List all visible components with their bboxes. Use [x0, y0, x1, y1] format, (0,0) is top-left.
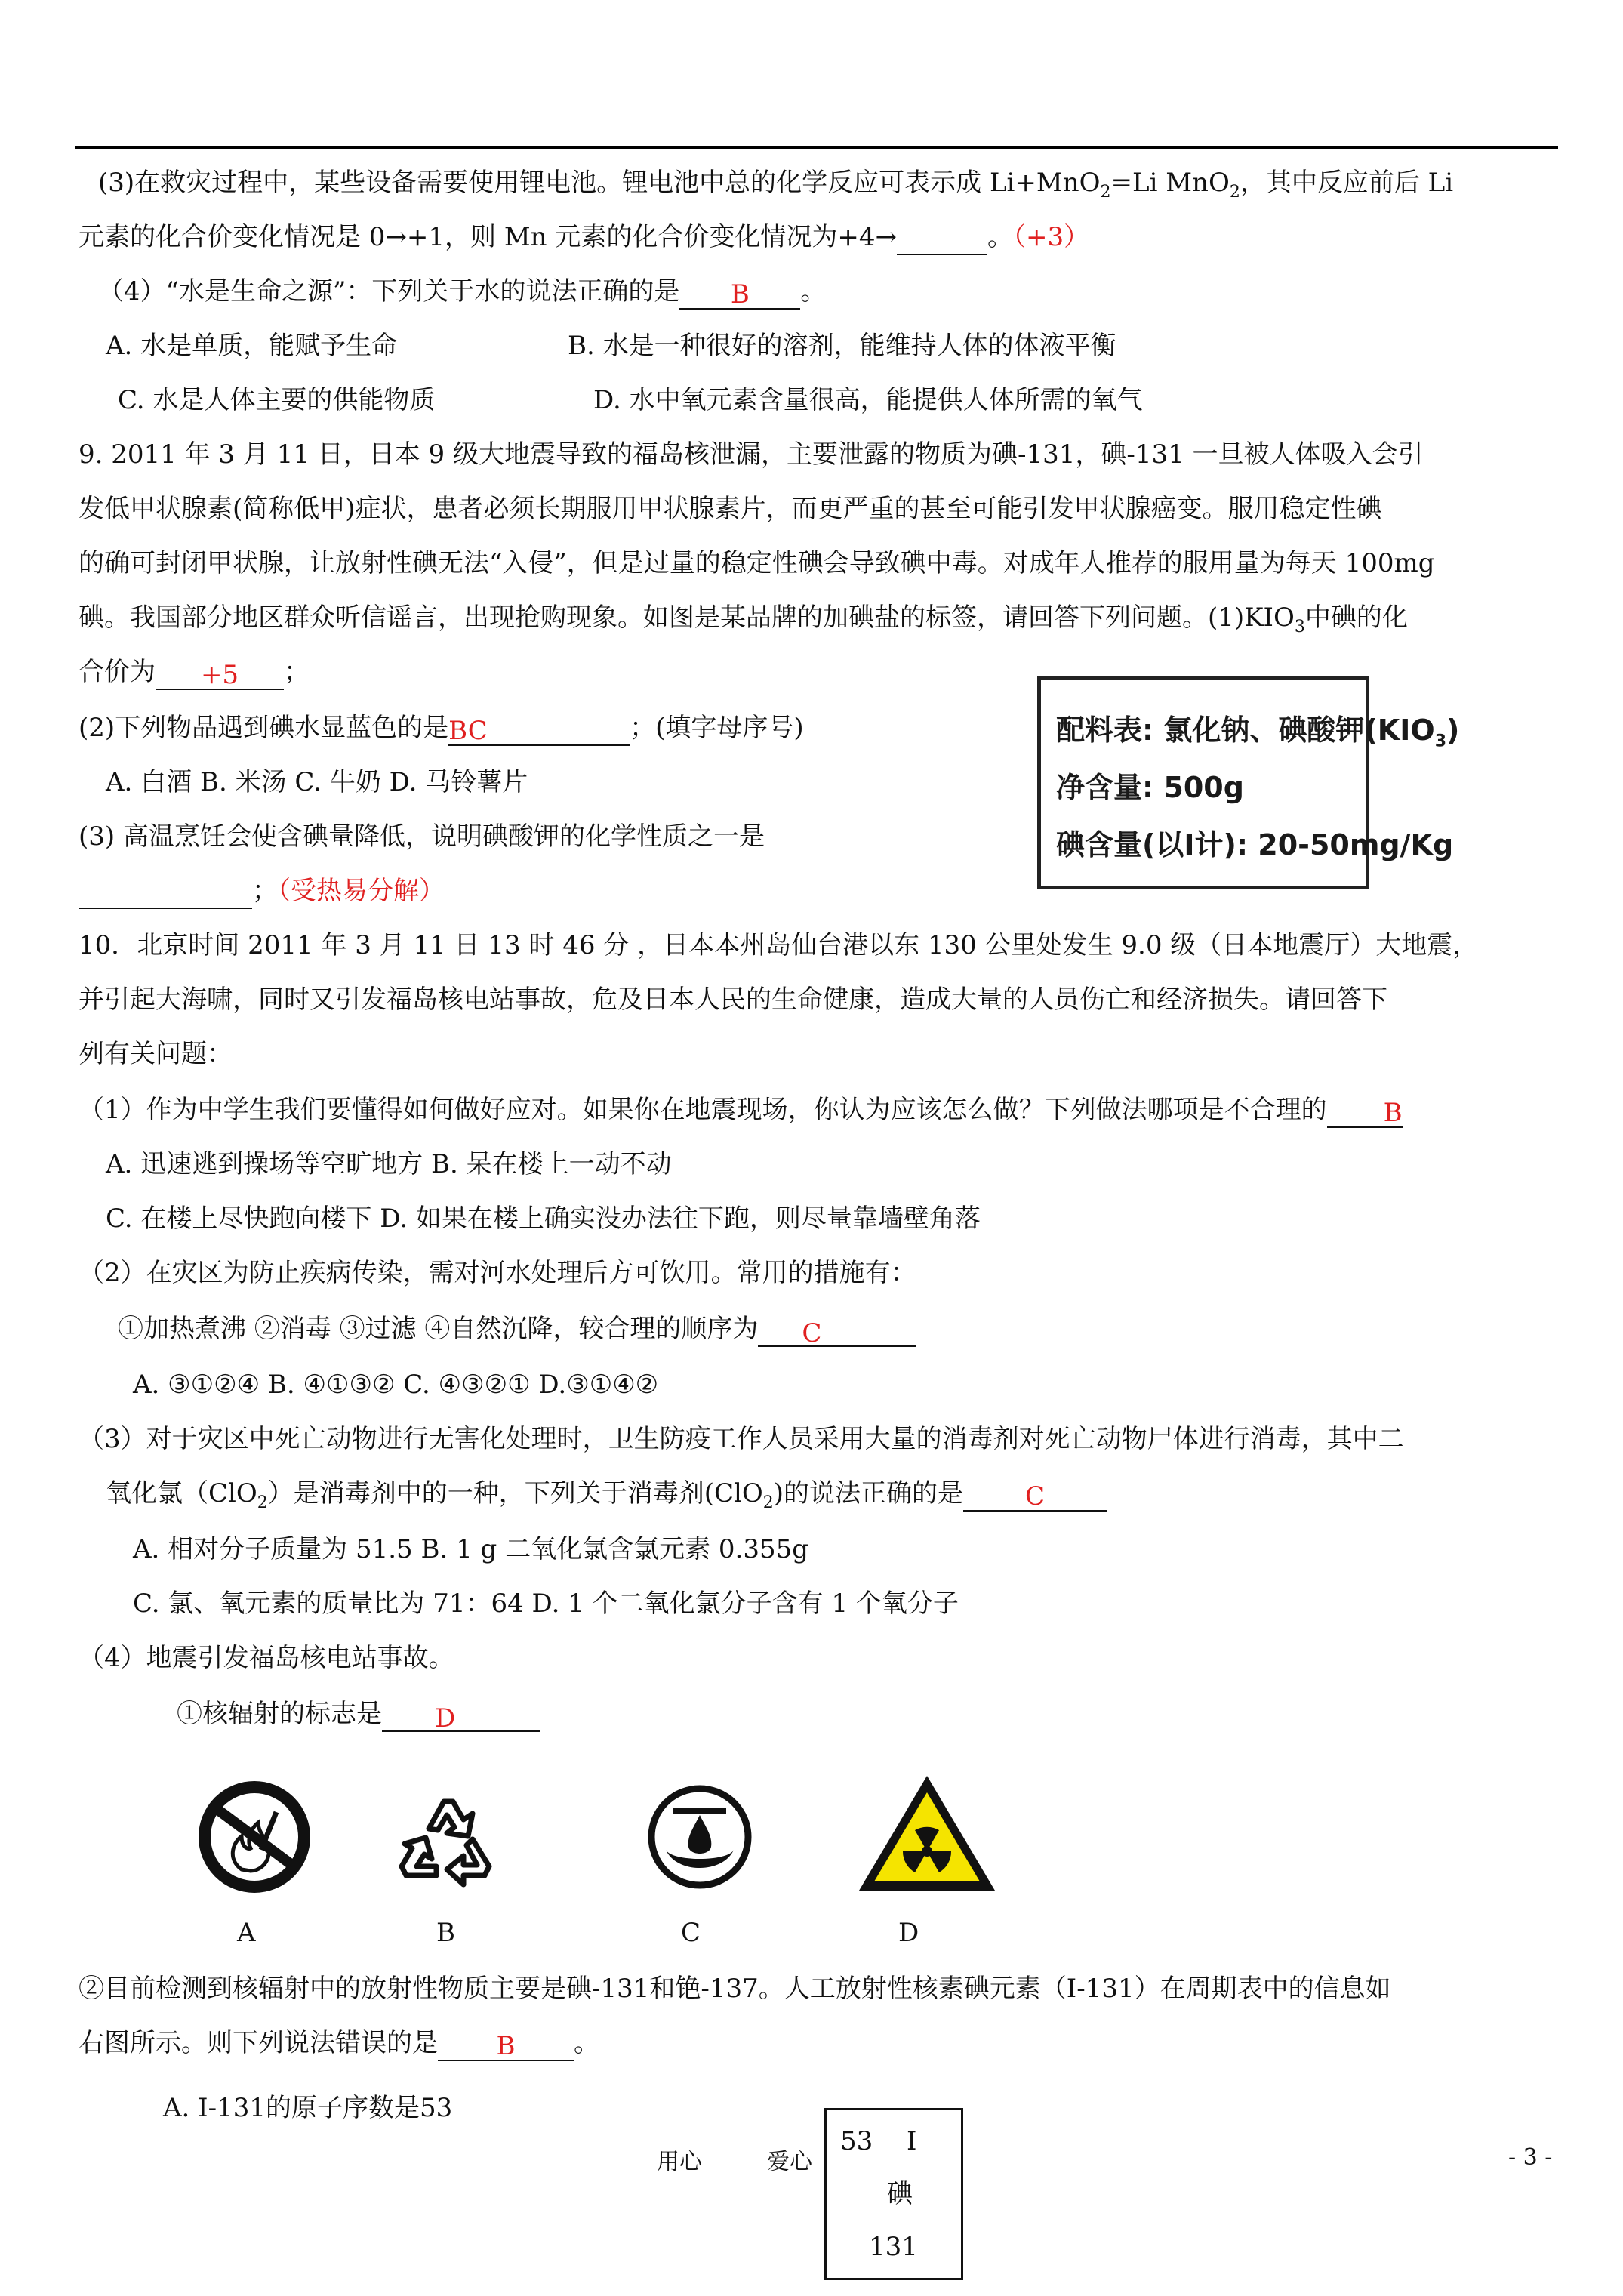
recycle-icon [390, 1783, 503, 1889]
q10-3-options-cd: C. 氯、氧元素的质量比为 71：64 D. 1 个二氧化氯分子含有 1 个氧分子 [133, 1589, 959, 1619]
answer-blank[interactable]: B [1327, 1096, 1403, 1128]
corrosive-icon [643, 1780, 756, 1894]
element-symbol: I [907, 2126, 917, 2156]
answer-blank[interactable] [897, 223, 987, 255]
symbol-caption-b: B [436, 1918, 455, 1948]
q10-1-options-cd: C. 在楼上尽快跑向楼下 D. 如果在楼上确实没办法往下跑，则尽量靠墙壁角落 [106, 1203, 981, 1234]
q10-1-stem: （1）作为中学生我们要懂得如何做好应对。如果你在地震现场，你认为应该怎么做？下列做法哪项是不合理的 B [79, 1095, 1403, 1128]
q8-3-line2: 元素的化合价变化情况是 0→+1，则 Mn 元素的化合价变化情况为+4→ 。（+3） [79, 219, 1089, 255]
answer-blank[interactable]: BC [448, 714, 630, 746]
salt-label-net: 净含量: 500g [1056, 771, 1244, 804]
q10-2-stem: （2）在灾区为防止疾病传染，需对河水处理后方可饮用。常用的措施有： [79, 1258, 916, 1288]
q10-4-2-line1: ②目前检测到核辐射中的放射性物质主要是碘-131和铯-137。人工放射性核素碘元素（I-131）在周期表中的信息如 [79, 1974, 1391, 2004]
footer-left: 用心 [657, 2149, 702, 2175]
symbol-caption-c: C [681, 1918, 701, 1948]
q10-3-line1: （3）对于灾区中死亡动物进行无害化处理时，卫生防疫工作人员采用大量的消毒剂对死亡动物尸体进行消毒，其中二 [79, 1424, 1404, 1454]
answer-blank[interactable]: C [963, 1480, 1107, 1512]
salt-label-ingredients: 配料表: 氯化钠、碘酸钾$(KIO_3)$ [1056, 713, 1460, 751]
q10-3-line2: 氧化氯（ClO$_2$）是消毒剂中的一种，下列关于消毒剂(ClO$_2$)的说法正确的是 C [106, 1475, 1107, 1512]
q9-line1: 9. 2011 年 3 月 11 日，日本 9 级大地震导致的福岛核泄漏，主要泄露的物质为碘-131，碘-131 一旦被人体吸入会引 [79, 439, 1424, 470]
q10-2-steps: ①加热煮沸 ②消毒 ③过滤 ④自然沉降，较合理的顺序为 C [118, 1311, 916, 1347]
q9-line3: 的确可封闭甲状腺，让放射性碘无法“入侵”，但是过量的稳定性碘会导致碘中毒。对成年人推荐的服用量为每天 100mg [79, 548, 1435, 578]
answer-blank[interactable]: +5 [156, 658, 284, 690]
header-rule [75, 146, 1558, 149]
q10-3-options-ab: A. 相对分子质量为 51.5 B. 1 g 二氧化氯含氯元素 0.355g [133, 1534, 809, 1564]
salt-label-iodine: 碘含量(以I计): 20-50mg/Kg [1056, 828, 1454, 861]
q10-line3: 列有关问题： [79, 1039, 233, 1069]
symbol-caption-d: D [898, 1918, 919, 1948]
answer-blank[interactable]: B [438, 2029, 574, 2061]
q9-line5: 合价为 +5 ； [79, 657, 310, 690]
q10-1-options-ab: A. 迅速逃到操场等空旷地方 B. 呆在楼上一动不动 [106, 1149, 672, 1179]
no-fire-icon [198, 1780, 311, 1894]
q10-line1: 10．北京时间 2011 年 3 月 11 日 13 时 46 分 ，日本本州岛仙台港以东 130 公里处发生 9.0 级（日本地震厅）大地震， [79, 930, 1479, 960]
q9-3-answer: ；（受热易分解） [79, 873, 445, 909]
q9-line2: 发低甲状腺素(简称低甲)症状，患者必须长期服用甲状腺素片，而更严重的甚至可能引发甲状腺癌变。服用稳定性碘 [79, 494, 1382, 524]
q9-3-stem: (3) 高温烹饪会使含碘量降低，说明碘酸钾的化学性质之一是 [79, 821, 765, 852]
q10-4-1-stem: ①核辐射的标志是 D [177, 1696, 540, 1732]
q8-4-option-a: A. 水是单质，能赋予生命 [106, 331, 398, 361]
page-number: - 3 - [1508, 2144, 1553, 2171]
radiation-icon [856, 1773, 998, 1894]
answer-blank[interactable]: C [758, 1317, 916, 1347]
q8-4-option-b: B. 水是一种很好的溶剂，能维持人体的体液平衡 [568, 331, 1116, 361]
q10-4-stem: （4）地震引发福岛核电站事故。 [79, 1643, 454, 1673]
q8-4-option-d: D. 水中氧元素含量很高，能提供人体所需的氧气 [593, 385, 1143, 415]
element-number: 53 [840, 2126, 873, 2156]
q9-2-options: A. 白酒 B. 米汤 C. 牛奶 D. 马铃薯片 [106, 767, 528, 797]
q10-4-2-line2: 右图所示。则下列说法错误的是 B 。 [79, 2028, 599, 2061]
q10-4-2-option-a: A. I-131的原子序数是53 [163, 2093, 453, 2123]
q9-line4: 碘。我国部分地区群众听信谣言，出现抢购现象。如图是某品牌的加碘盐的标签，请回答下列问题。$(1)KIO_3$中碘的化 [79, 603, 1408, 636]
periodic-element-box [824, 2108, 963, 2280]
q8-3-line1: (3)在救灾过程中，某些设备需要使用锂电池。锂电池中总的化学反应可表示成 Li+MnO$_2$=Li MnO$_2$，其中反应前后 Li [98, 168, 1454, 202]
q8-4-stem: （4）“水是生命之源”：下列关于水的说法正确的是 B 。 [98, 276, 827, 310]
salt-label [1037, 676, 1460, 889]
q10-line2: 并引起大海啸，同时又引发福岛核电站事故，危及日本人民的生命健康，造成大量的人员伤亡和经济损失。请回答下 [79, 985, 1387, 1015]
q10-2-options: A. ③①②④ B. ④①③② C. ④③②① D.③①④② [133, 1370, 659, 1400]
answer-blank[interactable] [79, 877, 252, 909]
answer-blank[interactable]: B [679, 278, 800, 310]
symbol-caption-a: A [237, 1918, 256, 1948]
footer-right: 爱心 [767, 2149, 812, 2175]
answer-blank[interactable]: D [382, 1702, 540, 1732]
q8-4-option-c: C. 水是人体主要的供能物质 [118, 385, 436, 415]
element-mass: 131 [869, 2232, 918, 2262]
q9-2-stem: (2)下列物品遇到碘水显蓝色的是BC ；(填字母序号) [79, 713, 804, 746]
element-name: 碘 [887, 2179, 913, 2209]
